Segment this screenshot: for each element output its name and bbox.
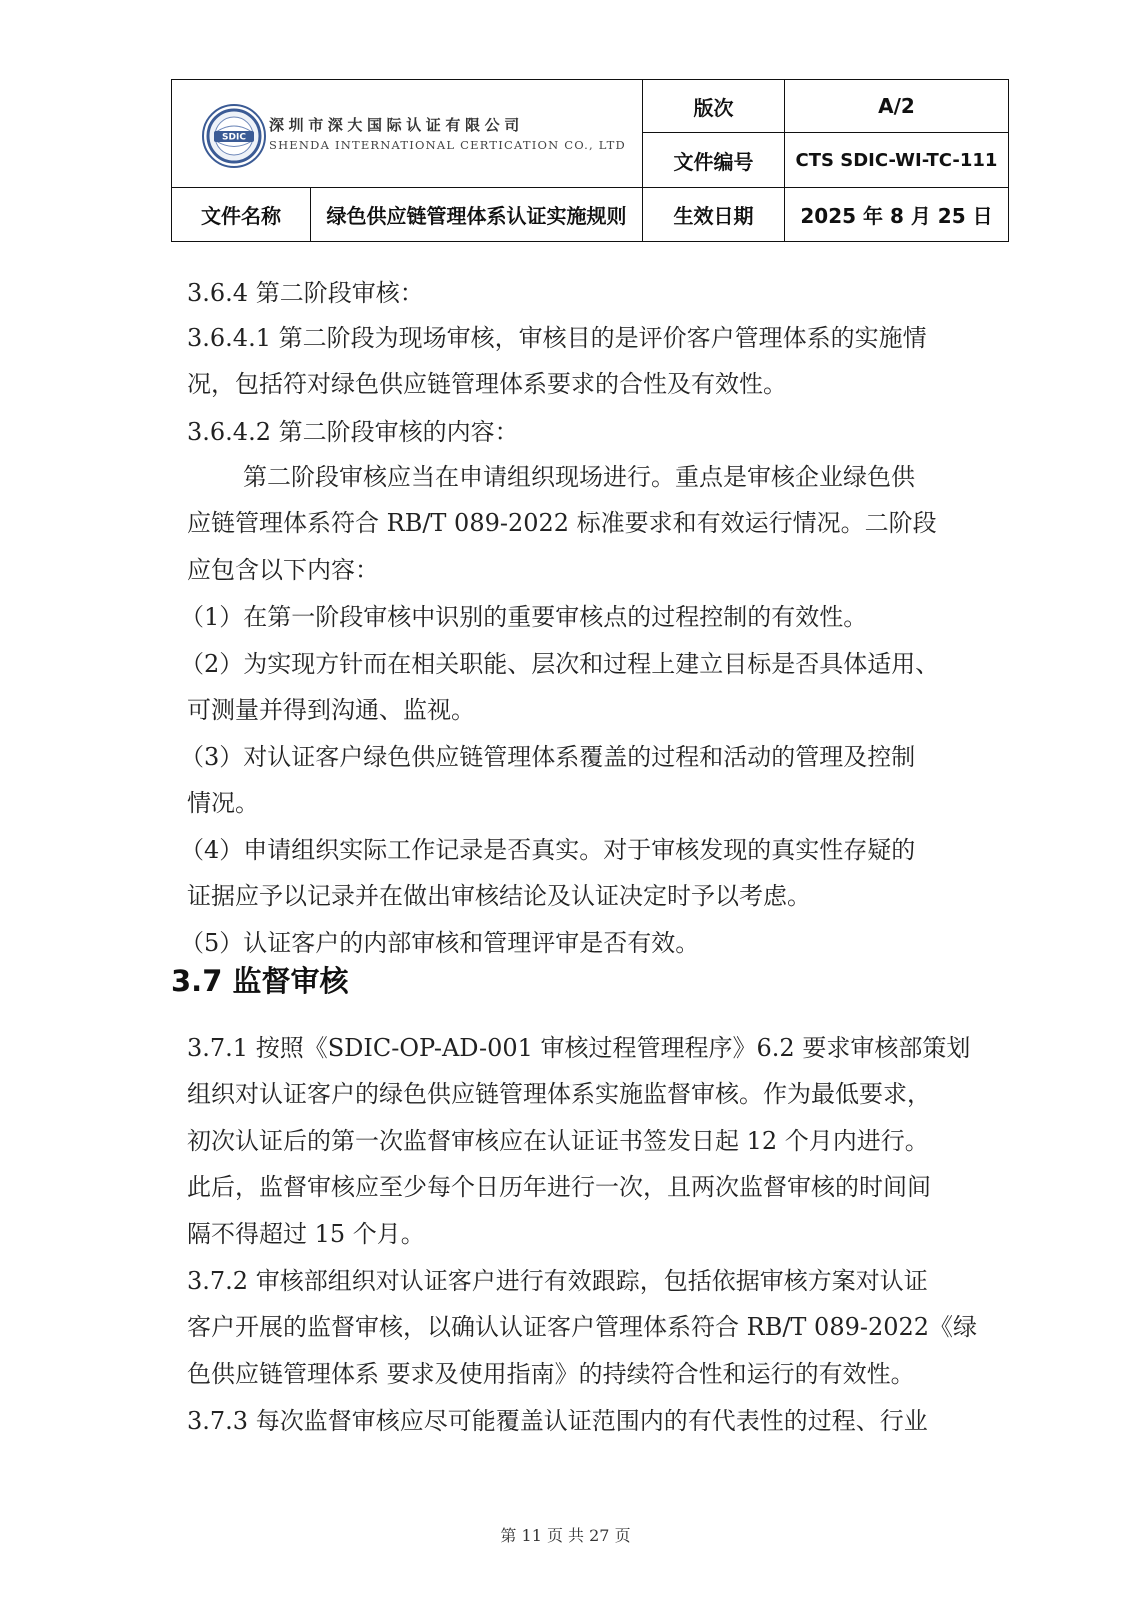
docname-value: 绿色供应链管理体系认证实施规则 <box>311 188 643 242</box>
paragraph-line: 况，包括符对绿色供应链管理体系要求的合性及有效性。 <box>187 370 787 398</box>
version-label: 版次 <box>643 80 785 133</box>
paragraph-line: 初次认证后的第一次监督审核应在认证证书签发日起 12 个月内进行。 <box>187 1127 929 1155</box>
version-value: A/2 <box>785 80 1009 133</box>
paragraph-line: 此后，监督审核应至少每个日历年进行一次，且两次监督审核的时间间 <box>187 1173 931 1201</box>
paragraph-line: 客户开展的监督审核，以确认认证客户管理体系符合 RB/T 089-2022《绿 <box>187 1313 978 1341</box>
paragraph-line: 3.7.1 按照《SDIC-OP-AD-001 审核过程管理程序》6.2 要求审核部策划 <box>187 1034 971 1062</box>
paragraph-line: 证据应予以记录并在做出审核结论及认证决定时予以考虑。 <box>187 882 811 910</box>
section-heading: 3.7 监督审核 <box>171 964 349 998</box>
list-item: （3）对认证客户绿色供应链管理体系覆盖的过程和活动的管理及控制 <box>180 743 916 771</box>
docno-label: 文件编号 <box>643 133 785 188</box>
paragraph-line: 色供应链管理体系 要求及使用指南》的持续符合性和运行的有效性。 <box>187 1360 915 1388</box>
document-header-table <box>171 79 1009 242</box>
company-name-en: SHENDA INTERNATIONAL CERTICATION CO., LTD <box>269 138 626 152</box>
paragraph-line: 3.7.2 审核部组织对认证客户进行有效跟踪，包括依据审核方案对认证 <box>187 1267 928 1295</box>
list-item: （4）申请组织实际工作记录是否真实。对于审核发现的真实性存疑的 <box>180 836 916 864</box>
docno-value: CTS SDIC-WI-TC-111 <box>785 133 1009 188</box>
docname-label: 文件名称 <box>172 188 311 242</box>
paragraph-line: 3.6.4 第二阶段审核： <box>187 279 424 307</box>
list-item: （2）为实现方针而在相关职能、层次和过程上建立目标是否具体适用、 <box>180 650 940 678</box>
company-seal-logo <box>202 104 266 168</box>
effective-date-label: 生效日期 <box>643 188 785 242</box>
page-number-footer: 第 11 页 共 27 页 <box>500 1526 631 1545</box>
paragraph-line: 3.6.4.2 第二阶段审核的内容： <box>187 418 519 446</box>
list-item: （1）在第一阶段审核中识别的重要审核点的过程控制的有效性。 <box>180 603 868 631</box>
paragraph-line: 情况。 <box>187 789 259 817</box>
paragraph-line: 3.6.4.1 第二阶段为现场审核，审核目的是评价客户管理体系的实施情 <box>187 324 927 352</box>
paragraph-line: 第二阶段审核应当在申请组织现场进行。重点是审核企业绿色供 <box>243 463 915 491</box>
company-logo-cell <box>172 80 643 188</box>
company-name-cn: 深圳市深大国际认证有限公司 <box>269 116 524 134</box>
seal-text: SDIC <box>222 132 246 143</box>
paragraph-line: 组织对认证客户的绿色供应链管理体系实施监督审核。作为最低要求， <box>187 1080 931 1108</box>
paragraph-line: 应链管理体系符合 RB/T 089-2022 标准要求和有效运行情况。二阶段 <box>187 509 937 537</box>
paragraph-line: 可测量并得到沟通、监视。 <box>187 696 475 724</box>
paragraph-line: 3.7.3 每次监督审核应尽可能覆盖认证范围内的有代表性的过程、行业 <box>187 1407 928 1435</box>
paragraph-line: 隔不得超过 15 个月。 <box>187 1220 425 1248</box>
paragraph-line: 应包含以下内容： <box>187 556 379 584</box>
list-item: （5）认证客户的内部审核和管理评审是否有效。 <box>180 929 700 957</box>
effective-date-value: 2025 年 8 月 25 日 <box>785 188 1009 242</box>
